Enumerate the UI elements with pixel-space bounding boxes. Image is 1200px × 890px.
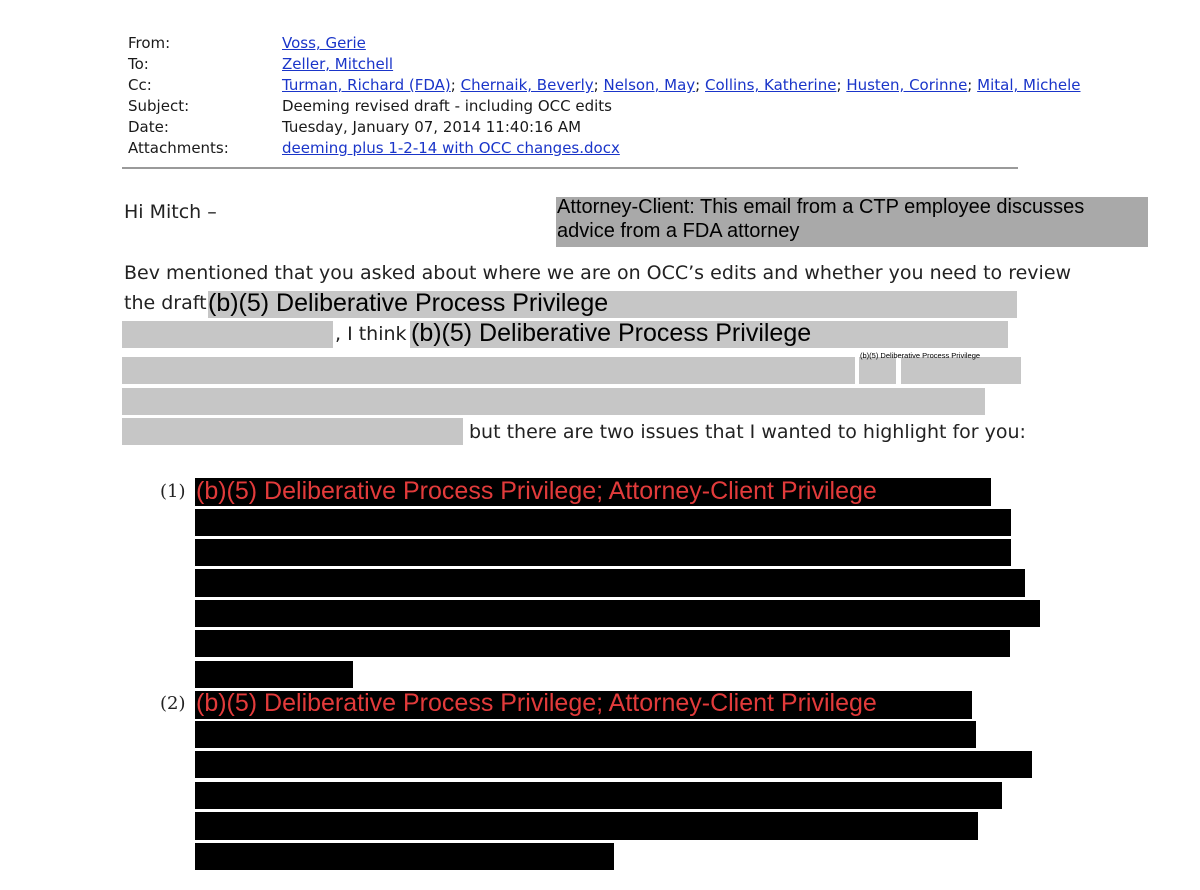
redaction-black: [195, 539, 1011, 566]
redaction-gray: [859, 357, 896, 384]
redaction-gray: [208, 291, 1017, 318]
redaction-label-red: (b)(5) Deliberative Process Privilege; Attorney-Client Privilege: [196, 477, 877, 505]
paragraph-line-1: Bev mentioned that you asked about where we are on OCC’s edits and whether you need to review: [124, 262, 1072, 284]
redaction-black: [195, 569, 1025, 597]
cc-link[interactable]: Nelson, May: [603, 76, 696, 94]
cc-separator: ;: [836, 76, 842, 94]
to-label: To:: [128, 55, 149, 73]
cc-separator: ;: [593, 76, 599, 94]
redaction-black: [195, 721, 976, 748]
cc-separator: ;: [967, 76, 973, 94]
date-value: Tuesday, January 07, 2014 11:40:16 AM: [282, 118, 582, 136]
redaction-black: [195, 509, 1011, 536]
from-link[interactable]: Voss, Gerie: [282, 34, 366, 52]
closing-text: but there are two issues that I wanted to highlight for you:: [469, 421, 1026, 443]
paragraph-line-2-prefix: the draft: [124, 292, 207, 314]
redaction-gray: [901, 357, 1021, 384]
from-value[interactable]: [282, 33, 366, 53]
redaction-black: [195, 630, 1010, 657]
redaction-black: [195, 661, 353, 688]
header-divider: [122, 167, 1018, 169]
from-label: From:: [128, 34, 171, 52]
cc-separator: ;: [695, 76, 701, 94]
redaction-label: (b)(5) Deliberative Process Privilege: [208, 289, 609, 317]
to-link[interactable]: Zeller, Mitchell: [282, 55, 394, 73]
redaction-gray: [122, 357, 855, 384]
greeting: Hi Mitch –: [124, 201, 217, 223]
i-think-text: , I think: [335, 323, 407, 345]
cc-link[interactable]: Mital, Michele: [977, 76, 1081, 94]
redaction-gray: [122, 388, 985, 415]
cc-separator: ;: [450, 76, 456, 94]
redaction-black: [195, 751, 1032, 778]
redaction-black: [195, 843, 614, 870]
redaction-label-red: (b)(5) Deliberative Process Privilege; Attorney-Client Privilege: [196, 689, 877, 717]
cc-value: [282, 75, 1081, 95]
attachments-label: Attachments:: [128, 139, 229, 157]
redaction-gray: [122, 418, 463, 445]
attorney-client-note: Attorney-Client: This email from a CTP employee discusses advice from a FDA attorney: [557, 196, 1085, 242]
redaction-black: [195, 812, 978, 840]
to-value[interactable]: [282, 54, 393, 74]
redaction-label-small: (b)(5) Deliberative Process Privilege: [860, 351, 981, 360]
item-2-number: (2): [160, 693, 186, 714]
cc-label: Cc:: [128, 76, 152, 94]
redaction-gray: [410, 321, 1008, 348]
cc-link[interactable]: Collins, Katherine: [705, 76, 837, 94]
item-1-number: (1): [160, 481, 186, 502]
cc-link[interactable]: Husten, Corinne: [846, 76, 968, 94]
subject-value: Deeming revised draft - including OCC edits: [282, 97, 612, 115]
redaction-gray: [122, 321, 333, 348]
cc-link[interactable]: Chernaik, Beverly: [460, 76, 594, 94]
redaction-label: (b)(5) Deliberative Process Privilege: [411, 319, 812, 347]
redaction-black: [195, 600, 1040, 627]
attachment-link[interactable]: deeming plus 1-2-14 with OCC changes.docx: [282, 139, 620, 157]
attachments-value[interactable]: [282, 138, 620, 158]
cc-link[interactable]: Turman, Richard (FDA): [282, 76, 451, 94]
subject-label: Subject:: [128, 97, 190, 115]
date-label: Date:: [128, 118, 169, 136]
redaction-black: [195, 782, 1002, 809]
